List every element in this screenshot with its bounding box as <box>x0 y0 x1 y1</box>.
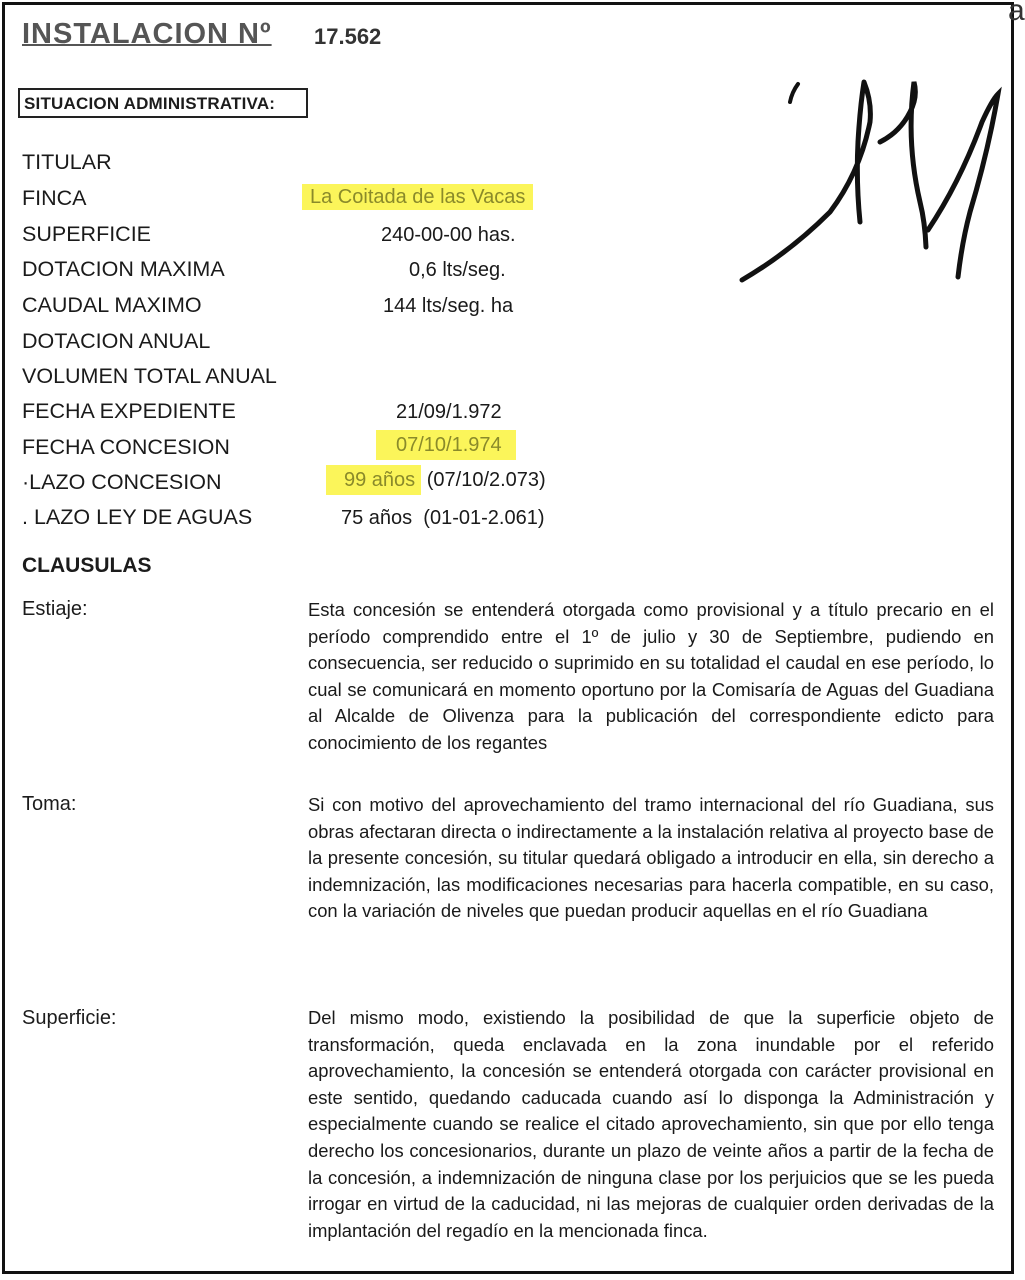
plazo-concesion-date: (07/10/2.073) <box>426 469 546 491</box>
plazo-concesion-highlight: 99 años <box>326 465 421 495</box>
label-superficie: SUPERFICIE <box>22 222 152 246</box>
label-caudal-maximo: CAUDAL MAXIMO <box>22 293 202 317</box>
value-fecha-concesion <box>376 434 516 457</box>
label-finca: FINCA <box>22 186 87 210</box>
handwritten-signature <box>730 62 1010 292</box>
label-plazo-concesion: ·LAZO CONCESION <box>22 470 222 494</box>
fecha-concesion-highlight: 07/10/1.974 <box>376 430 516 460</box>
label-fecha-expediente: FECHA EXPEDIENTE <box>22 399 236 423</box>
clausulas-heading: CLAUSULAS <box>22 554 152 577</box>
label-volumen-total-anual: VOLUMEN TOTAL ANUAL <box>22 364 277 388</box>
label-toma: Toma: <box>22 793 77 815</box>
value-caudal-maximo: 144 lts/seg. ha <box>383 295 514 317</box>
label-dotacion-anual: DOTACION ANUAL <box>22 329 211 353</box>
finca-highlight: La Coitada de las Vacas <box>302 184 533 210</box>
plazo-ley-aguas-date: (01-01-2.061) <box>423 507 545 529</box>
label-plazo-ley-aguas: . LAZO LEY DE AGUAS <box>22 505 253 529</box>
label-estiaje: Estiaje: <box>22 598 88 620</box>
document-title: INSTALACION Nº <box>22 18 272 50</box>
value-fecha-expediente: 21/09/1.972 <box>396 401 502 423</box>
text-superficie-clausula: Del mismo modo, existiendo la posibilidad de que la superficie objeto de transformación, queda enclavada en la zona inundable por el referido aprovechamiento, la concesión se entenderá otorgada con carácter provisional en este sentido, quedando caducada cuando así lo disponga la Administración y especialmente cuando se realice el citado aprovechamiento, sin que por ello tenga derecho los concesionarios, durante un plazo de veinte años a partir de la fecha de la concesión, a indemnización de ninguna clase por los perjuicios que se les pueda irrogar en virtud de la caducidad, ni las mejoras de cualquier orden derivadas de la implantación del regadío en la mencionada finca. <box>308 1007 994 1241</box>
label-titular: TITULAR <box>22 150 112 174</box>
label-superficie-clausula: Superficie: <box>22 1007 117 1029</box>
value-dotacion-maxima: 0,6 lts/seg. <box>409 259 506 281</box>
installation-number: 17.562 <box>314 24 382 49</box>
label-dotacion-maxima: DOTACION MAXIMA <box>22 257 225 281</box>
value-superficie: 240-00-00 has. <box>381 224 516 246</box>
section-title-box: SITUACION ADMINISTRATIVA: <box>18 88 308 118</box>
label-fecha-concesion: FECHA CONCESION <box>22 435 230 459</box>
corner-mark: a <box>1008 0 1025 27</box>
text-estiaje: Esta concesión se entenderá otorgada como provisional y a título precario en el período comprendido entre el 1º de julio y 30 de Septiembre, pudiendo en consecuencia, ser reducido o suprimido en su totalidad el caudal en ese período, lo cual se comunicará en momento oportuno por la Comisaría de Aguas del Guadiana al Alcalde de Olivenza para la publicación del correspondiente edicto para conocimiento de los regantes <box>308 599 994 753</box>
value-plazo-ley-aguas <box>341 507 544 530</box>
plazo-ley-aguas-years: 75 años <box>341 507 413 529</box>
value-plazo-concesion <box>326 469 546 492</box>
value-finca <box>302 186 533 209</box>
text-toma: Si con motivo del aprovechamiento del tramo internacional del río Guadiana, sus obras afectaran directa o indirectamente a la instalación relativa al proyecto base de la presente concesión, su titular quedará obligado a introducir en ella, sin derecho a indemnización, las modificaciones necesarias para hacerla compatible, en su caso, con la variación de niveles que puedan producir aquellas en el río Guadiana <box>308 794 994 922</box>
